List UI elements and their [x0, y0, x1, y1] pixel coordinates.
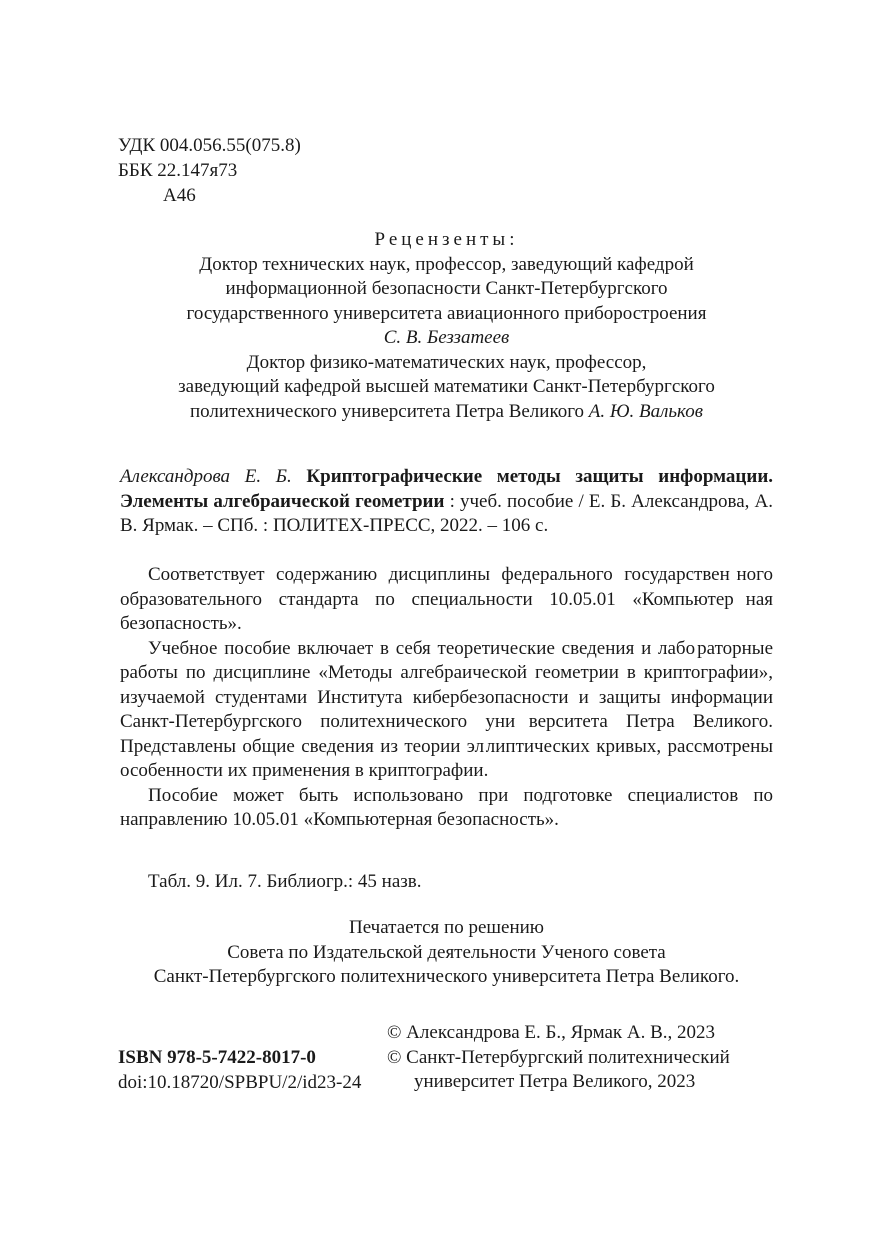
annotation-line: тографии. — [407, 760, 489, 781]
annotation-line: липтических кривых, рассмотрены особенности их применения в крип — [120, 735, 773, 781]
reviewers-title: Рецензенты: — [374, 229, 519, 250]
publish-decision — [110, 916, 783, 990]
udk-index: УДК 004.056.55(075.8) — [118, 135, 301, 156]
bibliographic-record — [120, 465, 773, 539]
annotation — [120, 563, 773, 833]
reviewer-2-line-1: Доктор физико-математических наук, профессор, — [246, 351, 647, 373]
annotation-line: Пособие может быть использовано при подготовке специалистов по — [148, 784, 773, 806]
reviewer-1-name: С. В. Беззатеев — [383, 327, 510, 348]
publish-line-3: Санкт-Петербургского политехнического университета Петра Великого. — [153, 966, 740, 987]
bib-author: Александрова Е. Б. — [120, 466, 292, 487]
publish-line-2: Совета по Издательской деятельности Ученого совета — [227, 941, 666, 963]
reviewer-1-line-3: государственного университета авиационного приборостроения — [186, 302, 707, 324]
reviewer-1-line-1: Доктор технических наук, профессор, заведующий кафедрой — [199, 253, 694, 275]
isbn-block — [118, 1046, 361, 1095]
annotation-line: Учебное пособие включает в себя теоретические сведения и лабо — [148, 637, 696, 659]
reviewer-2-line-3-with-name — [120, 400, 773, 425]
reviewer-2-line-3: политехнического университета Петра Великого — [190, 400, 585, 422]
copyright-university: © Санкт-Петербургский политехнический — [387, 1046, 730, 1068]
bib-title: Криптографические методы защиты информации. Элементы алгебраической геометрии — [120, 466, 774, 512]
annotation-paragraph-2 — [120, 637, 773, 784]
author-sign: А46 — [163, 185, 196, 206]
annotation-line: ного образовательного стандарта по специальности 10.05.01 «Компьютер — [120, 564, 774, 610]
annotation-line: криптографии», изучаемой студентами Института кибербезопасности — [120, 662, 773, 708]
publication-stats: Табл. 9. Ил. 7. Библиогр.: 45 назв. — [148, 871, 422, 892]
isbn-number: ISBN 978-5-7422-8017-0 — [118, 1047, 316, 1068]
annotation-line: направлению 10.05.01 «Компьютерная безопасность». — [120, 809, 559, 830]
copyright-university-cont: университет Петра Великого, 2023 — [414, 1071, 696, 1092]
reviewer-1-line-2: информационной безопасности Санкт-Петербургского — [225, 278, 668, 299]
classification-indexes — [118, 133, 301, 208]
reviewer-2-name: А. Ю. Вальков — [588, 400, 703, 422]
reviewers-block — [120, 228, 773, 424]
annotation-line: верситета Петра Великого. Представлены общие сведения из теории эл — [120, 711, 774, 757]
publish-line-1: Печатается по решению — [349, 917, 544, 938]
annotation-line: и защиты информации Санкт-Петербургского политехнического уни — [120, 686, 774, 732]
reviewer-2-line-2: заведующий кафедрой высшей математики Санкт-Петербургского — [178, 376, 715, 397]
annotation-paragraph-1 — [120, 563, 773, 637]
bbk-index: ББК 22.147я73 — [118, 160, 238, 181]
copyright-block — [387, 1021, 730, 1095]
annotation-line: раторные работы по дисциплине «Методы алгебраической геометрии в — [120, 637, 774, 683]
annotation-paragraph-3 — [120, 784, 773, 833]
copyright-authors: © Александрова Е. Б., Ярмак А. В., 2023 — [387, 1022, 716, 1043]
annotation-line: ная безопасность». — [120, 588, 773, 634]
doi: doi:10.18720/SPBPU/2/id23-24 — [118, 1071, 362, 1093]
bib-details: : учеб. пособие / Е. Б. Александрова, А. В. Ярмак. – СПб. : ПОЛИТЕХ-ПРЕСС, 2022. – 106 с. — [120, 490, 773, 536]
annotation-line: Соответствует содержанию дисциплины федерального государствен — [148, 564, 730, 585]
